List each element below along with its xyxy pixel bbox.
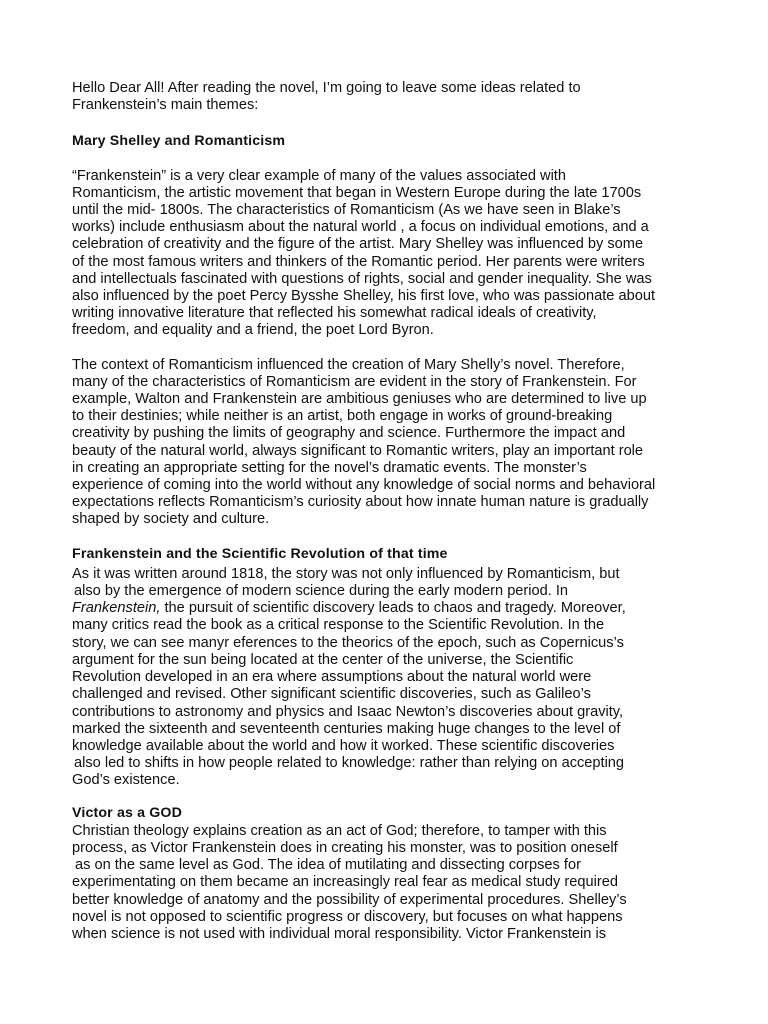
text-line: expectations reflects Romanticism’s curiosity about how innate human nature is gradually bbox=[72, 494, 649, 511]
text-line: also by the emergence of modern science during the early modern period. In bbox=[74, 583, 569, 600]
text-line: “Frankenstein” is a very clear example of many of the values associated with bbox=[72, 167, 566, 184]
text-line: Romanticism, the artistic movement that began in Western Europe during the late 1700s bbox=[72, 184, 642, 201]
text-line: process, as Victor Frankenstein does in creating his monster, was to position oneself bbox=[72, 839, 618, 856]
text-line: Frankenstein’s main themes: bbox=[72, 97, 259, 114]
text-line: creativity by pushing the limits of geography and science. Furthermore the impact and bbox=[72, 425, 626, 442]
text-line: many of the characteristics of Romanticism are evident in the story of Frankenstein. For bbox=[72, 373, 637, 390]
section-heading-scientific-revolution: Frankenstein and the Scientific Revolution of that time bbox=[72, 545, 448, 562]
victor-as-god-paragraph bbox=[72, 823, 702, 943]
text-line: novel is not opposed to scientific progress or discovery, but focuses on what happens bbox=[72, 908, 623, 925]
text-line: in creating an appropriate setting for the novel’s dramatic events. The monster’s bbox=[72, 459, 587, 476]
text-line: Hello Dear All! After reading the novel, I’m going to leave some ideas related to bbox=[72, 80, 581, 96]
text-line: shaped by society and culture. bbox=[72, 511, 270, 528]
text-line: celebration of creativity and the figure of the artist. Mary Shelley was influenced by some bbox=[72, 236, 644, 253]
romanticism-paragraph-2 bbox=[72, 357, 702, 529]
text-line: when science is not used with individual moral responsibility. Victor Frankenstein is bbox=[72, 925, 607, 942]
section-heading-victor-as-god: Victor as a GOD bbox=[72, 804, 183, 821]
text-line: also influenced by the poet Percy Bysshe Shelley, his first love, who was passionate about bbox=[72, 288, 655, 305]
text-line: beauty of the natural world, always significant to Romantic writers, play an important role bbox=[72, 442, 644, 459]
text-line: example, Walton and Frankenstein are ambitious geniuses who are determined to live up bbox=[72, 391, 647, 408]
text-line: as on the same level as God. The idea of mutilating and dissecting corpses for bbox=[75, 857, 581, 874]
text-line: contributions to astronomy and physics and Isaac Newton’s discoveries about gravity, bbox=[72, 703, 624, 720]
intro-paragraph bbox=[72, 80, 702, 114]
text-line: experience of coming into the world without any knowledge of social norms and behavioral bbox=[72, 477, 656, 494]
document-page bbox=[72, 80, 702, 943]
text-line: challenged and revised. Other significant scientific discoveries, such as Galileo’s bbox=[72, 686, 591, 703]
text-line: writing innovative literature that reflected his somewhat radical ideals of creativity, bbox=[72, 305, 597, 322]
text-line: God’s existence. bbox=[72, 772, 180, 789]
text-line: to their destinies; while neither is an artist, both engage in works of ground-breaking bbox=[72, 408, 613, 425]
text-line: also led to shifts in how people related to knowledge: rather than relying on accepting bbox=[74, 755, 625, 772]
text-line: better knowledge of anatomy and the possibility of experimental procedures. Shelley’s bbox=[72, 891, 627, 908]
text-line: Revolution developed in an era where assumptions about the natural world were bbox=[72, 669, 592, 686]
italic-title: Frankenstein, bbox=[72, 600, 161, 617]
text-line: Christian theology explains creation as an act of God; therefore, to tamper with this bbox=[72, 822, 607, 839]
text-line: marked the sixteenth and seventeenth centuries making huge changes to the level of bbox=[72, 720, 621, 737]
text-line-rest: the pursuit of scientific discovery leads to chaos and tragedy. Moreover, bbox=[160, 600, 626, 617]
text-line bbox=[72, 600, 702, 617]
text-line: story, we can see manyr eferences to the theorics of the epoch, such as Copernicus’s bbox=[72, 634, 624, 651]
text-line: As it was written around 1818, the story was not only influenced by Romanticism, but bbox=[72, 565, 620, 582]
text-line: until the mid- 1800s. The characteristics of Romanticism (As we have seen in Blake’s bbox=[72, 202, 621, 219]
text-line: freedom, and equality and a friend, the poet Lord Byron. bbox=[72, 322, 434, 339]
romanticism-paragraph-1 bbox=[72, 168, 702, 340]
text-line: The context of Romanticism influenced the creation of Mary Shelly’s novel. Therefore, bbox=[72, 356, 625, 373]
text-line: experimentating on them became an increasingly real fear as medical study required bbox=[72, 874, 618, 891]
text-line: of the most famous writers and thinkers of the Romantic period. Her parents were writers bbox=[72, 253, 645, 270]
section-heading-romanticism: Mary Shelley and Romanticism bbox=[72, 133, 286, 150]
scientific-revolution-paragraph bbox=[72, 566, 702, 790]
text-line: knowledge available about the world and how it worked. These scientific discoveries bbox=[72, 737, 615, 754]
text-line: argument for the sun being located at the center of the universe, the Scientific bbox=[72, 651, 574, 668]
text-line: many critics read the book as a critical response to the Scientific Revolution. In the bbox=[72, 617, 605, 634]
text-line: works) include enthusiasm about the natural world , a focus on individual emotions, and a bbox=[72, 219, 649, 236]
text-line: and intellectuals fascinated with questions of rights, social and gender inequality. She was bbox=[72, 270, 652, 287]
